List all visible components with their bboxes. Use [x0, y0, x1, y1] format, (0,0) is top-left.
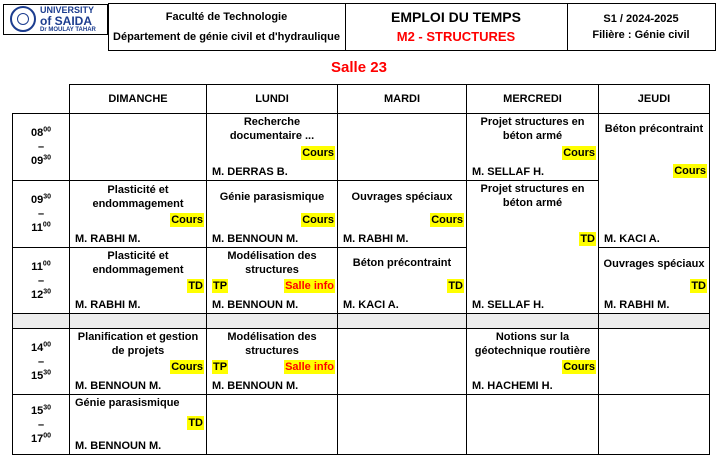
session-teacher: M. BENNOUN M. [212, 380, 299, 392]
university-logo [3, 4, 108, 35]
session-cell[interactable] [70, 248, 207, 314]
day-header-jeudi: JEUDI [599, 85, 710, 114]
time-slot-1: $08^{00}$ – $09^{30}$ [13, 114, 70, 181]
slot-row-2 [13, 181, 710, 248]
day-header-mercredi: MERCREDI [467, 85, 599, 114]
session-type-badge: TD [448, 280, 463, 292]
logo-line-1: UNIVERSITY [40, 4, 95, 15]
session-cell[interactable] [599, 181, 710, 248]
faculty-name: Faculté de Technologie [165, 11, 288, 23]
session-cell[interactable] [207, 181, 338, 248]
session-subject: Génie parasismique [75, 397, 180, 409]
time-slot-3: $11^{00}$ – $12^{30}$ [13, 248, 70, 314]
session-teacher: M. BENNOUN M. [212, 233, 299, 245]
session-teacher: M. KACI A. [604, 232, 660, 245]
session-cell[interactable] [467, 114, 599, 181]
session-subject: Ouvrages spéciaux [351, 191, 453, 203]
session-cell[interactable] [599, 248, 710, 314]
session-teacher: M. RABHI M. [75, 233, 141, 245]
session-cell[interactable] [70, 395, 207, 455]
session-cell[interactable] [207, 329, 338, 395]
session-type-badge: Cours [302, 147, 334, 159]
session-teacher: M. RABHI M. [343, 233, 409, 245]
session-type-badge: Cours [302, 214, 334, 226]
corner-cell [13, 85, 70, 114]
session-cell-empty [467, 395, 599, 455]
day-header-lundi: LUNDI [207, 85, 338, 114]
session-subject: Modélisation des structures [227, 250, 317, 276]
session-type-badge: TP [213, 361, 228, 373]
slot-row-4 [13, 329, 710, 395]
session-cell[interactable] [467, 248, 599, 314]
session-subject: Modélisation des structures [227, 331, 317, 357]
timetable [12, 84, 710, 455]
session-subject: Projet structures en béton armé [480, 183, 585, 209]
session-type-badge: Cours [563, 361, 595, 373]
semester-cell [567, 4, 715, 51]
session-teacher: M. HACHEMI H. [472, 380, 553, 392]
session-cell-empty [338, 395, 467, 455]
session-type-badge: TD [691, 280, 706, 292]
session-cell[interactable] [70, 181, 207, 248]
session-cell[interactable] [338, 181, 467, 248]
session-subject: Béton précontraint [352, 257, 452, 269]
header-table [3, 3, 716, 51]
session-cell-empty [338, 329, 467, 395]
session-type-badge: TP [213, 280, 228, 292]
day-header-row [13, 85, 710, 114]
session-cell[interactable] [338, 248, 467, 314]
semester-label: S1 / 2024-2025 [603, 13, 679, 25]
session-cell-empty [70, 114, 207, 181]
logo-line-3: Dr MOULAY TAHAR [40, 26, 96, 33]
filiere-label: Filière : Génie civil [592, 29, 690, 41]
session-type-badge: Cours [171, 214, 203, 226]
session-subject: Plasticité et endommagement [92, 250, 184, 276]
session-type-badge: Cours [674, 165, 706, 177]
session-subject: Projet structures en béton armé [480, 116, 585, 142]
university-seal-icon [10, 6, 36, 32]
session-type-badge: TD [188, 280, 203, 292]
logo-line-2: of SAIDA [40, 13, 92, 28]
session-teacher: M. BENNOUN M. [212, 299, 299, 311]
session-subject: Ouvrages spéciaux [603, 258, 705, 270]
session-subject: Recherche documentaire ... [229, 116, 315, 142]
session-cell[interactable] [207, 114, 338, 181]
room-note-badge: Salle info [285, 280, 334, 292]
department-name: Département de génie civil et d'hydraulique [113, 31, 340, 43]
session-cell-empty [599, 329, 710, 395]
session-cell[interactable] [467, 329, 599, 395]
session-teacher: M. RABHI M. [604, 299, 670, 311]
slot-row-5 [13, 395, 710, 455]
page-subtitle: M2 - STRUCTURES [396, 29, 516, 44]
session-subject: Notions sur la géotechnique routière [474, 331, 591, 357]
time-slot-2: $09^{30}$ – $11^{00}$ [13, 181, 70, 248]
session-type-badge: Cours [431, 214, 463, 226]
time-slot-4: $14^{00}$ – $15^{30}$ [13, 329, 70, 395]
session-teacher: M. DERRAS B. [212, 166, 288, 178]
session-cell-empty [338, 114, 467, 181]
session-cell[interactable] [207, 248, 338, 314]
slot-row-3 [13, 248, 710, 314]
day-header-mardi: MARDI [338, 85, 467, 114]
page-title: EMPLOI DU TEMPS [391, 9, 521, 25]
session-subject: Béton précontraint [604, 123, 704, 135]
session-cell[interactable] [599, 114, 710, 181]
session-teacher: M. SELLAF H. [472, 298, 545, 311]
session-type-badge: Cours [563, 147, 595, 159]
session-type-badge: TD [188, 417, 203, 429]
session-cell[interactable] [70, 329, 207, 395]
title-cell [345, 4, 567, 51]
session-type-badge: TD [580, 233, 595, 245]
time-slot-5: $15^{30}$ – $17^{00}$ [13, 395, 70, 455]
session-subject: Plasticité et endommagement [92, 184, 184, 210]
slot-row-1 [13, 114, 710, 181]
session-cell[interactable] [467, 181, 599, 248]
session-cell-empty [207, 395, 338, 455]
faculty-cell [108, 4, 345, 51]
session-teacher: M. RABHI M. [75, 299, 141, 311]
room-note-badge: Salle info [285, 361, 334, 373]
room-title: Salle 23 [331, 59, 387, 76]
session-type-badge: Cours [171, 361, 203, 373]
session-teacher: M. BENNOUN M. [75, 380, 162, 392]
session-cell-empty [599, 395, 710, 455]
day-header-dimanche: DIMANCHE [70, 85, 207, 114]
break-row [13, 314, 710, 329]
session-subject: Génie parasismique [219, 191, 325, 203]
session-teacher: M. KACI A. [343, 299, 399, 311]
session-teacher: M. BENNOUN M. [75, 440, 162, 452]
session-teacher: M. SELLAF H. [472, 166, 545, 178]
session-subject: Planification et gestion de projets [77, 331, 199, 357]
